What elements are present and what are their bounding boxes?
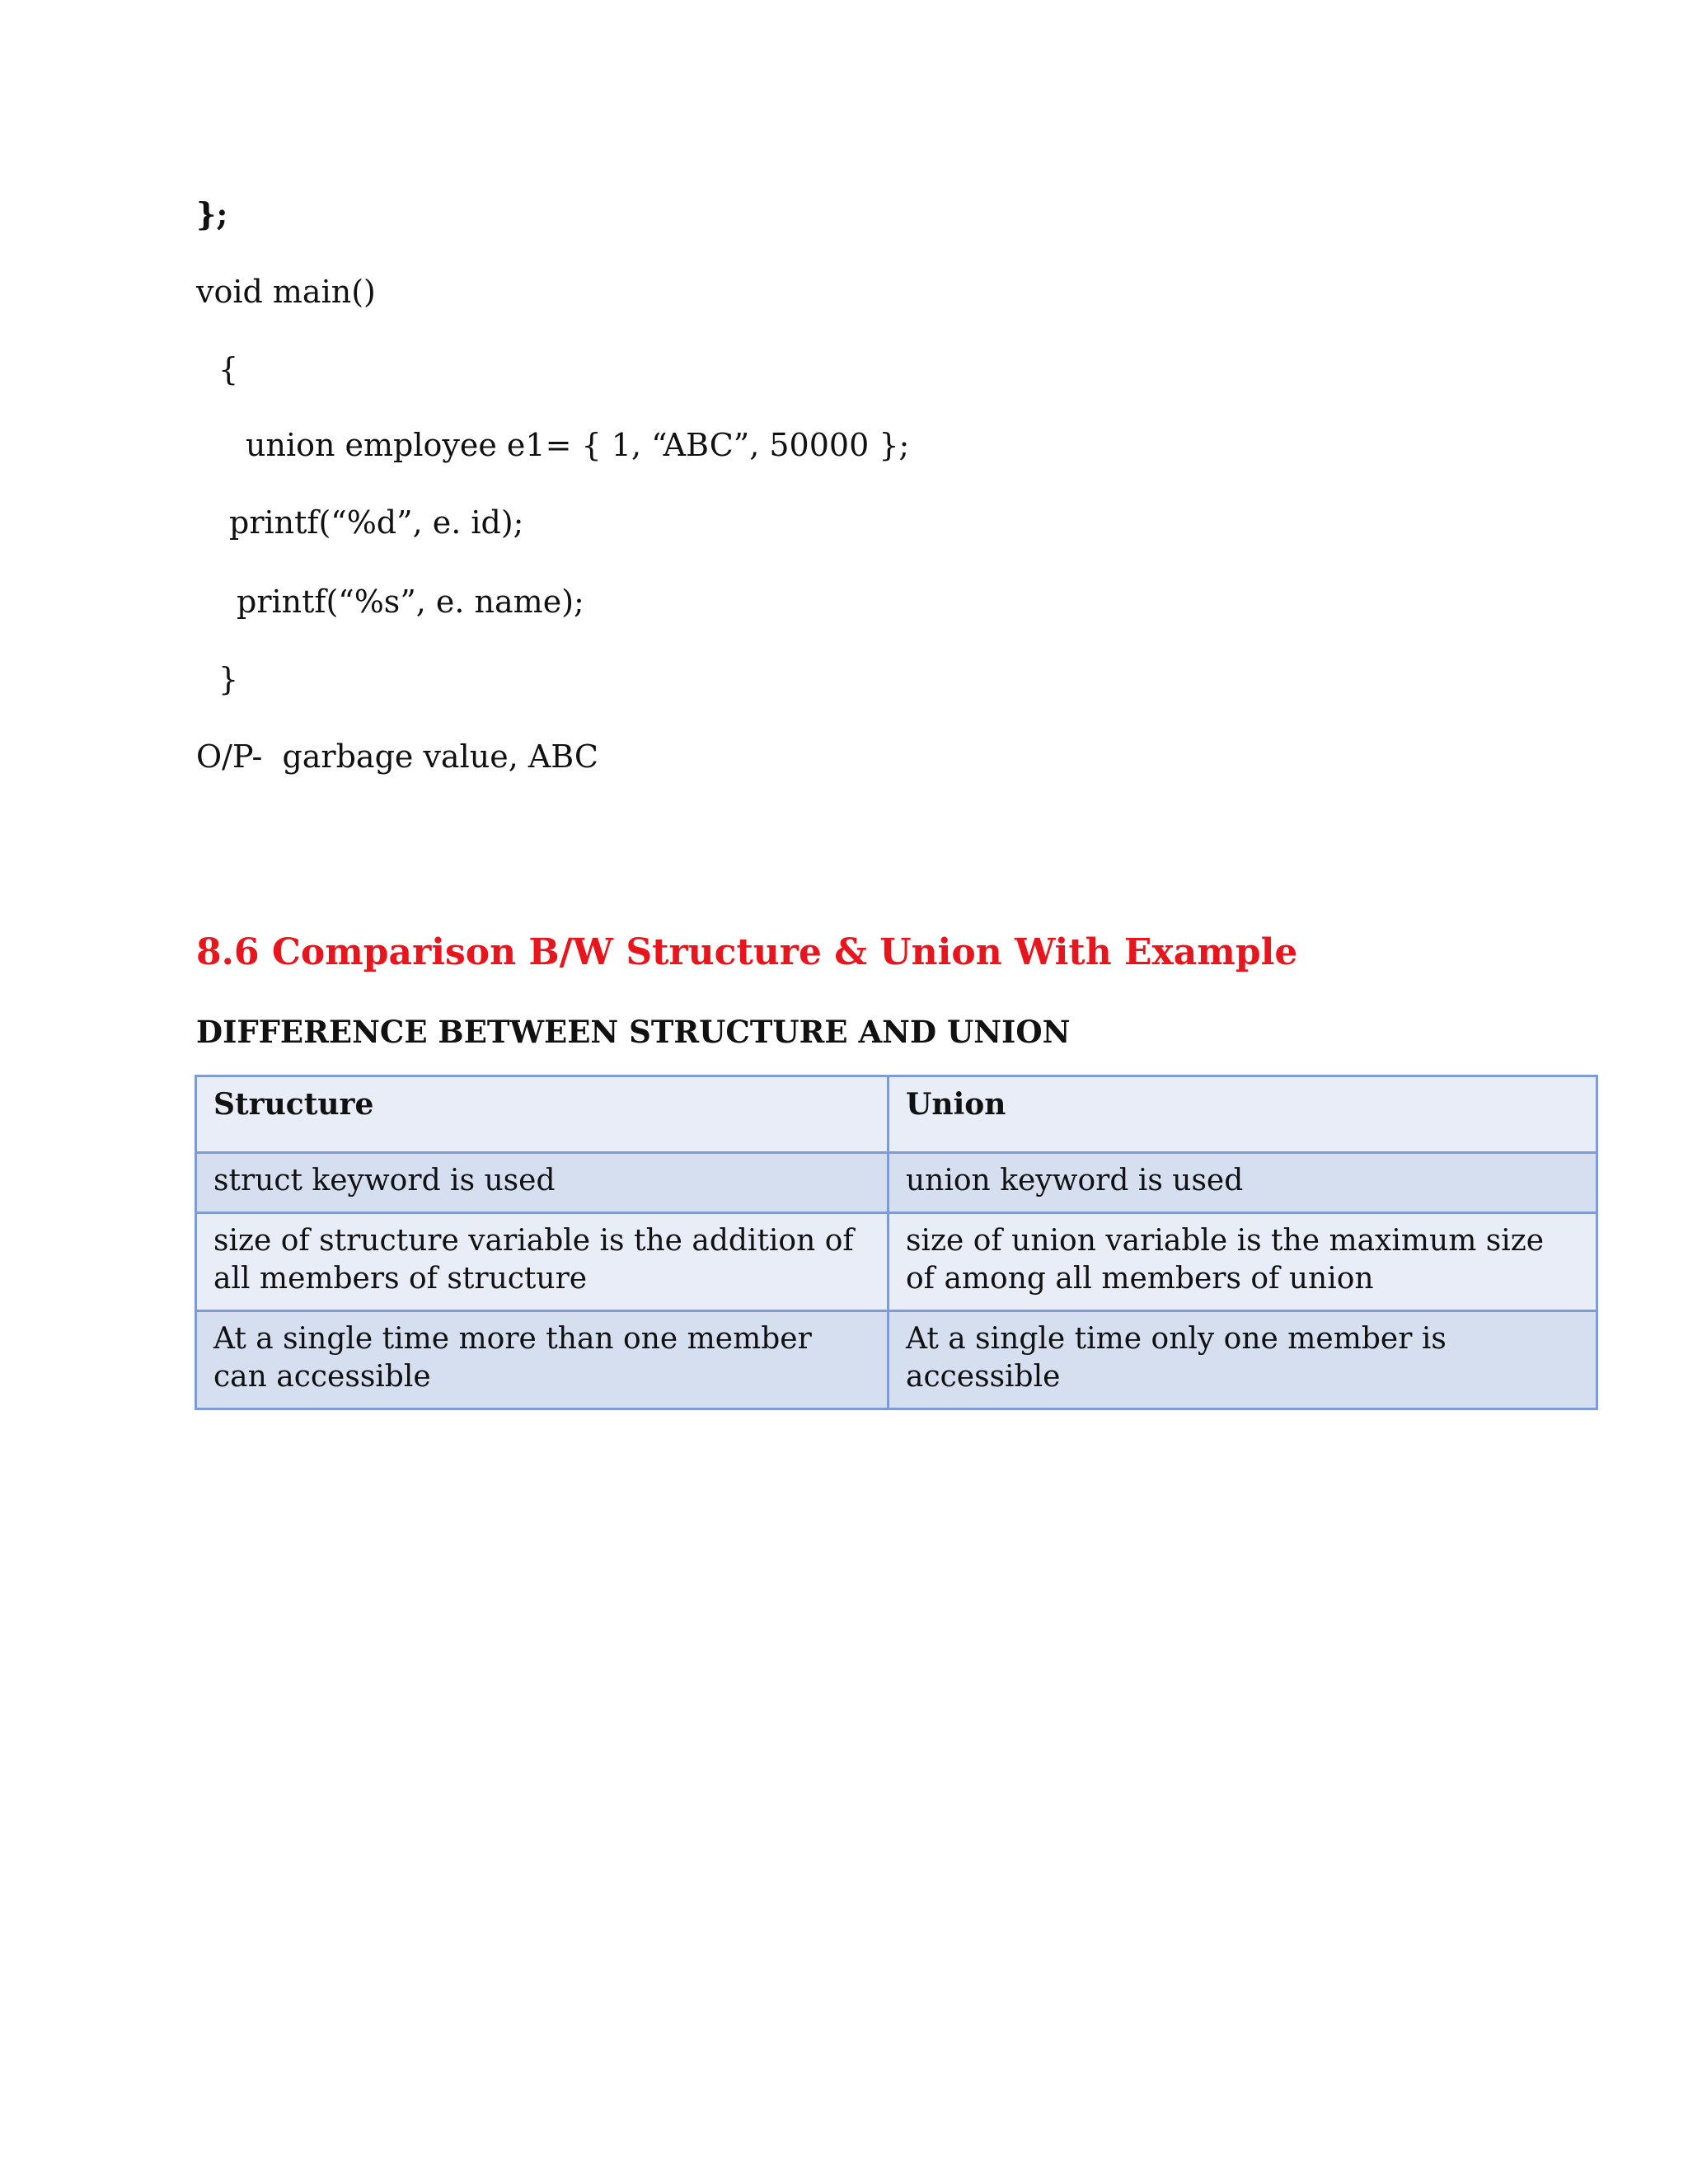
code-line-main: void main() — [196, 274, 376, 310]
table-row — [196, 1311, 1597, 1409]
section-heading: 8.6 Comparison B/W Structure & Union With Example — [196, 931, 1298, 973]
header-structure: Structure — [196, 1076, 889, 1153]
code-output: O/P- garbage value, ABC — [196, 738, 599, 775]
table-row — [196, 1213, 1597, 1311]
table-cell: struct keyword is used — [196, 1153, 889, 1213]
table-header-row — [196, 1076, 1597, 1153]
code-line-union-init: union employee e1= { 1, “ABC”, 50000 }; — [246, 427, 910, 463]
table-cell: union keyword is used — [889, 1153, 1597, 1213]
table-cell: At a single time more than one member can accessible — [196, 1311, 889, 1409]
header-union: Union — [889, 1076, 1597, 1153]
table-cell: At a single time only one member is accessible — [889, 1311, 1597, 1409]
table-cell: size of structure variable is the addition of all members of structure — [196, 1213, 889, 1311]
code-line-open-brace: { — [218, 351, 239, 387]
code-line-printf-name: printf(“%s”, e. name); — [237, 583, 584, 620]
comparison-table — [195, 1075, 1598, 1410]
table-cell: size of union variable is the maximum size of among all members of union — [889, 1213, 1597, 1311]
code-line-close-brace: } — [218, 661, 239, 697]
table-row — [196, 1153, 1597, 1213]
code-line-struct-close: }; — [196, 195, 228, 232]
sub-heading: DIFFERENCE BETWEEN STRUCTURE AND UNION — [196, 1014, 1071, 1050]
code-line-printf-id: printf(“%d”, e. id); — [229, 504, 524, 541]
